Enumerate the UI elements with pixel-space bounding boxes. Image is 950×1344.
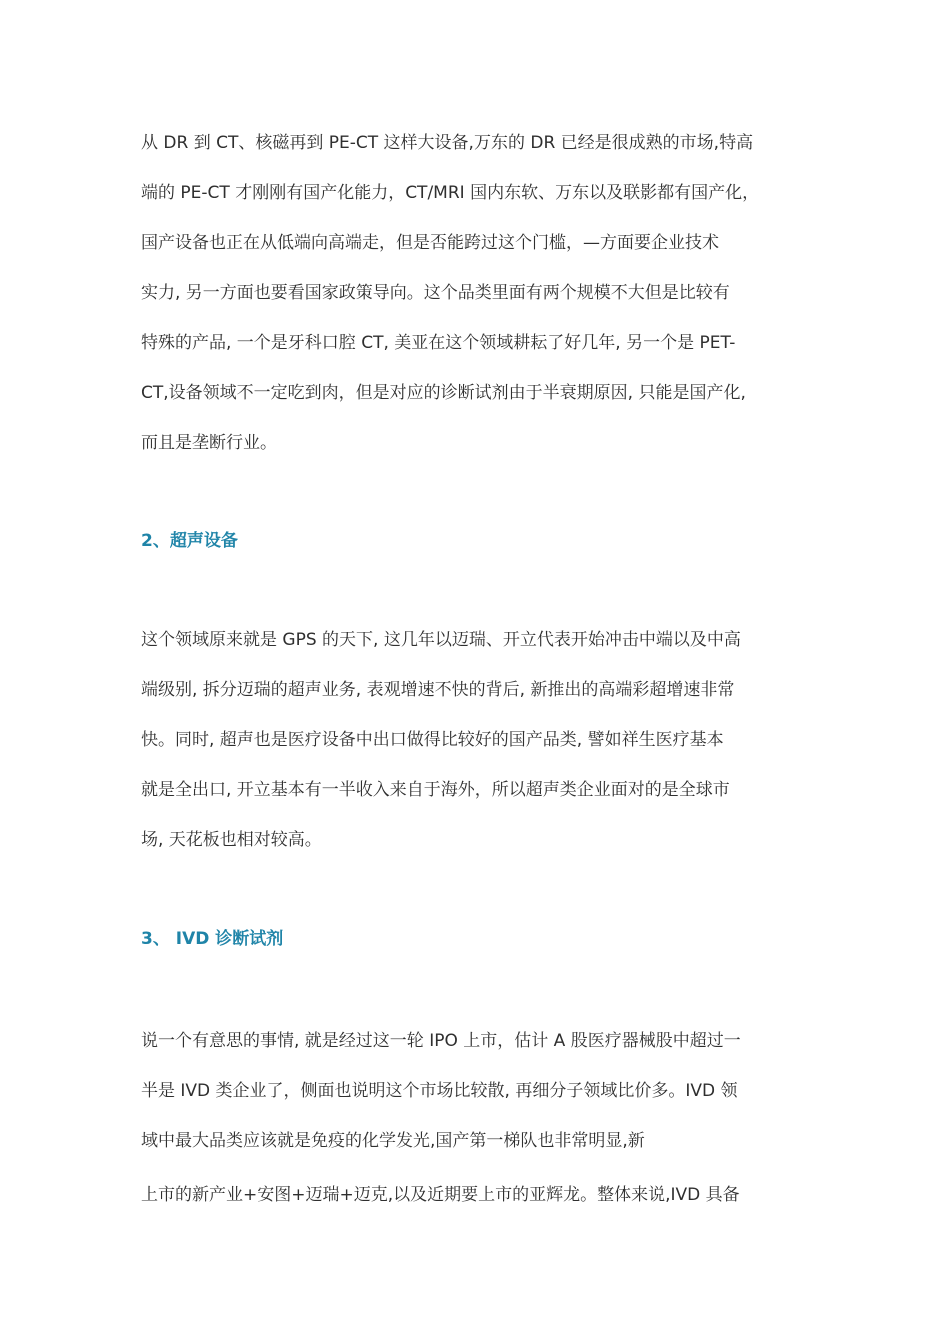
section-heading-ivd: 3、 IVD 诊断试剂 <box>141 929 284 949</box>
paragraph-line: 从 DR 到 CT、核磁再到 PE-CT 这样大设备,万东的 DR 已经是很成熟的市场,特高 <box>141 133 754 153</box>
paragraph-line: CT,设备领域不一定吃到肉，但是对应的诊断试剂由于半衰期原因, 只能是国产化, <box>141 383 746 403</box>
paragraph-line: 而且是垄断行业。 <box>141 433 277 453</box>
paragraph-line: 说一个有意思的事情, 就是经过这一轮 IPO 上市，估计 A 股医疗器械股中超过一 <box>141 1031 741 1051</box>
paragraph-line: 这个领域原来就是 GPS 的天下, 这几年以迈瑞、开立代表开始冲击中端以及中高 <box>141 630 741 650</box>
paragraph-line: 实力, 另一方面也要看国家政策导向。这个品类里面有两个规模不大但是比较有 <box>141 283 730 303</box>
paragraph-line: 上市的新产业+安图+迈瑞+迈克,以及近期要上市的亚辉龙。整体来说,IVD 具备 <box>141 1185 740 1205</box>
paragraph-line: 端级别, 拆分迈瑞的超声业务, 表观增速不快的背后, 新推出的高端彩超增速非常 <box>141 680 735 700</box>
paragraph-line: 端的 PE-CT 才刚刚有国产化能力，CT/MRI 国内东软、万东以及联影都有国产化， <box>141 183 760 203</box>
paragraph-line: 国产设备也正在从低端向高端走，但是否能跨过这个门槛，—方面要企业技术 <box>141 233 719 253</box>
paragraph-line: 域中最大品类应该就是免疫的化学发光,国产第一梯队也非常明显,新 <box>141 1131 645 1151</box>
paragraph-line: 特殊的产品, 一个是牙科口腔 CT, 美亚在这个领域耕耘了好几年, 另一个是 PET- <box>141 333 736 353</box>
paragraph-line: 就是全出口, 开立基本有一半收入来自于海外，所以超声类企业面对的是全球市 <box>141 780 730 800</box>
section-heading-ultrasound: 2、超声设备 <box>141 531 238 551</box>
paragraph-line: 半是 IVD 类企业了，侧面也说明这个市场比较散, 再细分子领域比价多。IVD 领 <box>141 1081 738 1101</box>
paragraph-line: 场, 天花板也相对较高。 <box>141 830 322 850</box>
paragraph-line: 快。同时, 超声也是医疗设备中出口做得比较好的国产品类, 譬如祥生医疗基本 <box>141 730 724 750</box>
